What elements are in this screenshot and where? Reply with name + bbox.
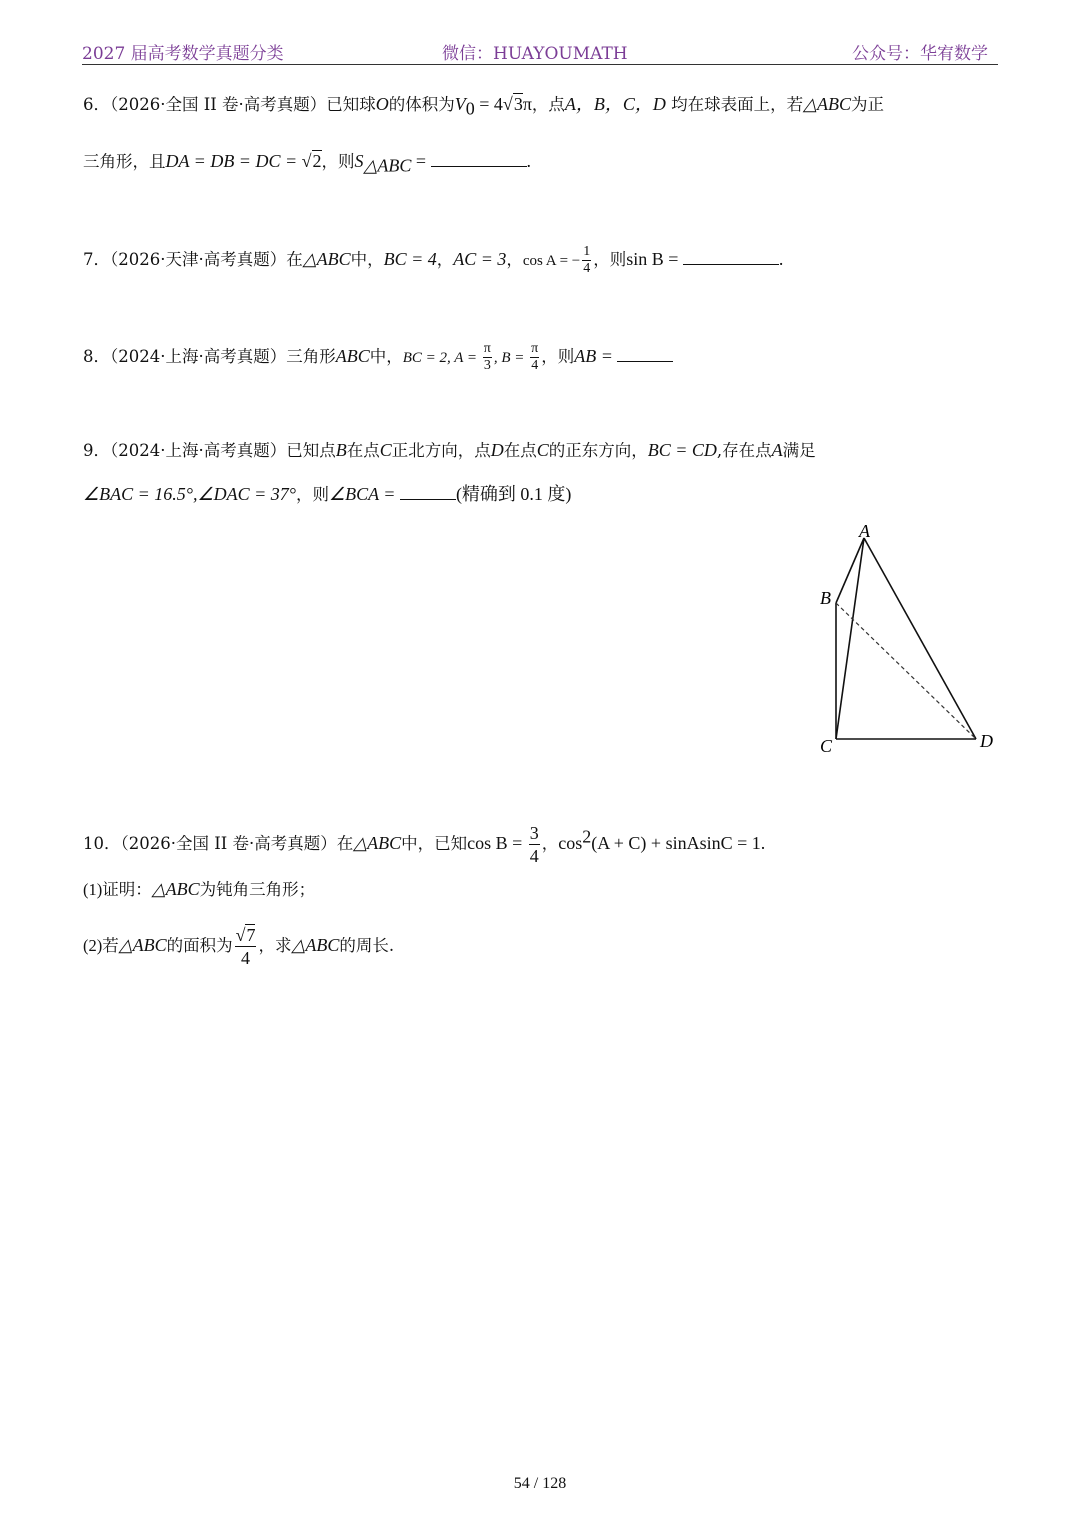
math: V xyxy=(454,94,466,114)
math: △ABC xyxy=(302,249,351,269)
radicand: 7 xyxy=(246,925,256,945)
numerator: 1 xyxy=(583,244,591,259)
math: cos A = − xyxy=(522,253,581,269)
sqrt-symbol: √ xyxy=(301,151,312,171)
math: = xyxy=(411,151,431,171)
question-10-part-2 xyxy=(83,924,394,969)
math: , B = xyxy=(493,350,529,366)
question-9-line-2 xyxy=(83,480,571,506)
math: △ABC xyxy=(118,935,167,955)
math: π xyxy=(522,94,532,114)
denominator: 4 xyxy=(241,948,251,968)
math: ABC xyxy=(335,346,370,366)
question-source: （2024·上海·高考真题） xyxy=(110,347,287,366)
math: AB = xyxy=(574,346,618,366)
math: BC = CD xyxy=(647,440,717,460)
text: 中， xyxy=(350,250,384,269)
segment-AD xyxy=(864,538,976,739)
label-B: B xyxy=(820,588,831,608)
math: DA = DB = DC = xyxy=(165,151,302,171)
fraction xyxy=(582,244,591,277)
math: cos B = xyxy=(467,833,527,853)
fraction xyxy=(529,822,540,867)
math: △ABC xyxy=(363,155,412,176)
math: B xyxy=(335,440,347,460)
question-9-line-1 xyxy=(83,437,816,461)
triangle-figure xyxy=(800,515,1010,760)
segment-AC xyxy=(836,538,864,739)
question-10 xyxy=(83,822,765,867)
answer-blank[interactable] xyxy=(617,345,673,362)
page-header xyxy=(82,38,998,65)
math: 3 xyxy=(513,94,523,114)
header-account: 公众号：华宥数学 xyxy=(852,44,988,64)
answer-blank[interactable] xyxy=(400,483,456,500)
text: 的面积为 xyxy=(166,936,233,955)
text: 正北方向，点 xyxy=(391,441,491,460)
math: 0 xyxy=(465,98,475,119)
math: = 4 xyxy=(474,94,503,114)
math: ∠BAC = 16.5°,∠DAC = 37° xyxy=(83,484,296,504)
text: 为正 xyxy=(851,95,884,114)
text: ，则 xyxy=(593,250,627,269)
question-number: 9． xyxy=(83,441,110,460)
question-number: 10． xyxy=(83,834,121,853)
text: ，点 xyxy=(531,95,565,114)
header-title: 2027 届高考数学真题分类 xyxy=(82,44,284,64)
text: 中，已知 xyxy=(401,834,468,853)
text: ，则 xyxy=(321,152,355,171)
math: AC = 3 xyxy=(453,249,507,269)
text: 在 xyxy=(336,834,354,853)
math: (A + C) + sinAsinC = 1 xyxy=(591,833,761,853)
math: ∠BCA = xyxy=(328,484,400,504)
label-D: D xyxy=(980,731,993,751)
math: △ABC xyxy=(291,935,340,955)
question-number: 8． xyxy=(83,347,110,366)
answer-blank[interactable] xyxy=(683,248,779,265)
text: ，求 xyxy=(258,936,292,955)
question-6-line-2 xyxy=(83,148,531,176)
math: 2 xyxy=(582,826,592,847)
denominator: 4 xyxy=(583,261,591,276)
text: ， xyxy=(436,250,454,269)
text: 的周长. xyxy=(339,936,395,955)
text: ， xyxy=(506,250,523,269)
math: sin B = xyxy=(626,249,683,269)
text: (1)证明： xyxy=(83,880,152,899)
denominator: 3 xyxy=(483,358,491,373)
question-source: （2026·全国 II 卷·高考真题） xyxy=(120,834,337,853)
question-source: （2026·天津·高考真题） xyxy=(110,250,287,269)
question-source: （2024·上海·高考真题） xyxy=(110,441,287,460)
sqrt-symbol: √ xyxy=(235,925,246,945)
text: 为钝角三角形； xyxy=(199,880,316,899)
question-number: 6． xyxy=(83,95,110,114)
page-number: 54 / 128 xyxy=(513,1475,567,1492)
segment-BD-dashed xyxy=(836,603,976,739)
text: 的体积为 xyxy=(388,95,455,114)
question-8 xyxy=(83,341,673,374)
text: 满足 xyxy=(782,441,816,460)
denominator: 4 xyxy=(529,846,539,866)
text: . xyxy=(760,833,766,853)
fraction xyxy=(530,341,539,374)
text: 已知点 xyxy=(286,441,336,460)
math: C xyxy=(379,440,392,460)
math: BC = 2, A = xyxy=(402,350,481,366)
text: . xyxy=(526,151,531,171)
math: △ABC xyxy=(151,879,200,899)
math: BC = 4 xyxy=(383,249,437,269)
fraction xyxy=(235,924,257,969)
denominator: 4 xyxy=(531,358,539,373)
math: A，B，C，D xyxy=(564,94,666,114)
text: ，则 xyxy=(295,485,329,504)
math: D xyxy=(490,440,504,460)
text: 在点 xyxy=(503,441,537,460)
math: S xyxy=(354,151,364,171)
answer-blank[interactable] xyxy=(431,150,527,167)
text: 均在球表面上，若 xyxy=(665,95,804,114)
numerator: 3 xyxy=(529,823,539,843)
text: 中， xyxy=(369,347,403,366)
numerator xyxy=(235,924,257,947)
text: 在点 xyxy=(346,441,380,460)
label-A: A xyxy=(859,521,870,541)
numerator: π xyxy=(531,341,539,356)
label-C: C xyxy=(820,736,833,756)
text: ，则 xyxy=(541,347,575,366)
text: (精确到 0.1 度) xyxy=(455,484,572,504)
text: 在 xyxy=(286,250,303,269)
text: ,存在点 xyxy=(716,441,772,460)
math: O xyxy=(375,94,389,114)
header-wechat: 微信：HUAYOUMATH xyxy=(442,44,628,64)
sqrt-symbol: √ xyxy=(502,94,513,114)
fraction xyxy=(483,341,492,374)
question-6-line-1 xyxy=(83,90,884,119)
question-7 xyxy=(83,244,783,277)
text: 的正东方向， xyxy=(548,441,648,460)
text: ， xyxy=(541,834,559,853)
question-10-part-1 xyxy=(83,876,315,900)
math: cos xyxy=(558,833,583,853)
question-source: （2026·全国 II 卷·高考真题） xyxy=(110,95,327,114)
math: C xyxy=(536,440,549,460)
text: 三角形 xyxy=(286,347,336,366)
text: (2)若 xyxy=(83,936,119,955)
math: △ABC xyxy=(353,833,402,853)
text: 三角形，且 xyxy=(83,152,166,171)
text: . xyxy=(778,249,784,269)
text: 已知球 xyxy=(326,95,376,114)
math: △ABC xyxy=(803,94,851,114)
math: 2 xyxy=(312,151,322,171)
numerator: π xyxy=(483,341,491,356)
question-number: 7． xyxy=(83,250,110,269)
math: A xyxy=(771,440,783,460)
